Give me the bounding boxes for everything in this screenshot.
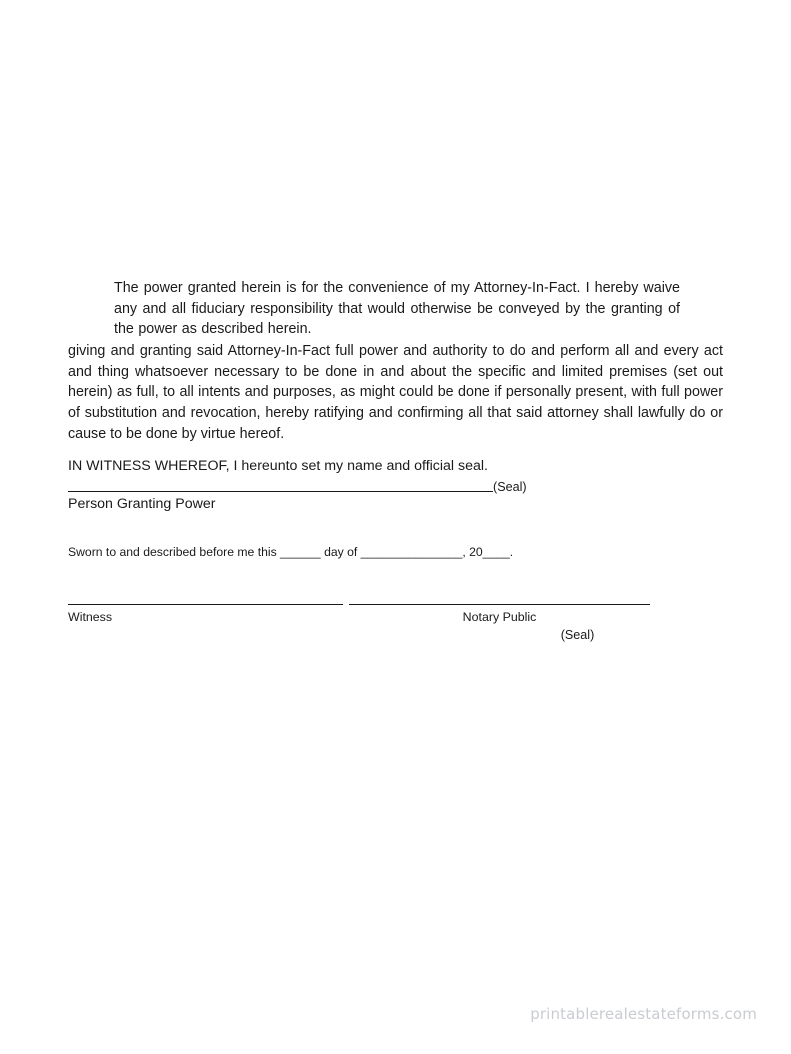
grantor-signature-rule <box>68 491 493 492</box>
footer-brand-watermark: printablerealestateforms.com <box>530 1005 757 1023</box>
witness-statement: IN WITNESS WHEREOF, I hereunto set my name and official seal. <box>68 458 488 475</box>
notary-label: Notary Public <box>462 610 537 624</box>
witness-label: Witness <box>68 610 113 624</box>
body-paragraph: giving and granting said Attorney-In-Fact full power and authority to do and perform all and every act and thing whatsoever necessary to be done in and about the specific and limited premises (set out herein) as full, to all intents and purposes, as might could be done if personally present, with full power of substitution and revocation, hereby ratifying and confirming all that said attorney shall lawfully do or cause to be done by virtue hereof. <box>68 343 723 442</box>
grantor-label: Person Granting Power <box>68 496 216 512</box>
witness-signature-rule[interactable] <box>68 604 343 605</box>
grantor-seal-label: (Seal) <box>493 480 527 494</box>
sworn-statement: Sworn to and described before me this ______ day of _______________, 20____. <box>68 545 514 559</box>
notary-seal-label: (Seal) <box>560 628 595 642</box>
notary-signature-rule[interactable] <box>349 604 650 605</box>
intro-paragraph: The power granted herein is for the convenience of my Attorney-In-Fact. I hereby waive any and all fiduciary responsibility that would otherwise be conveyed by the granting of the power as described herein. <box>114 280 680 338</box>
